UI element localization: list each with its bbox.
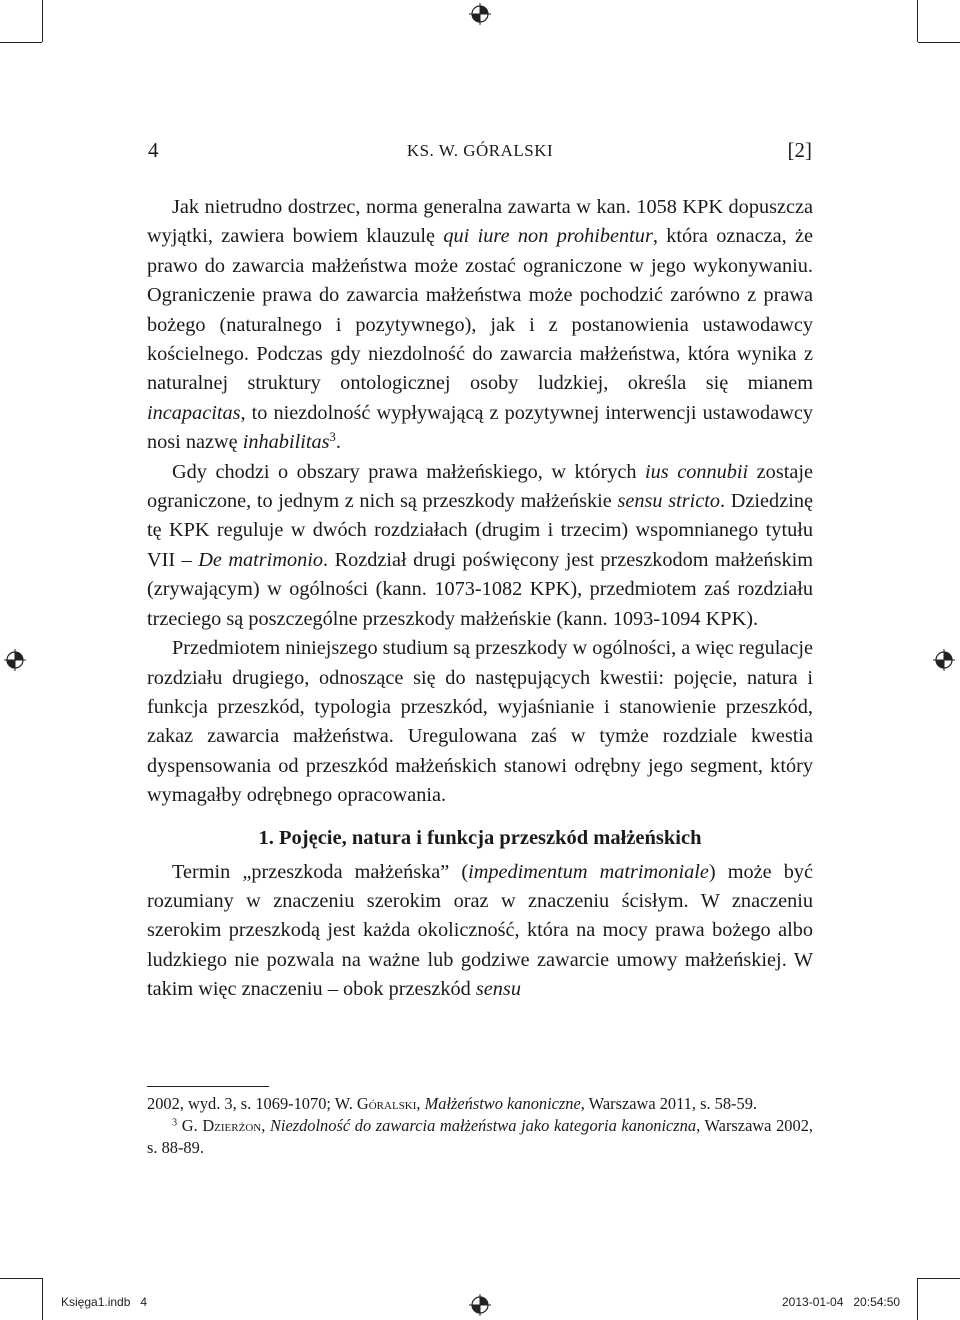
paragraph: Gdy chodzi o obszary prawa małżeńskiego, w których ius connubii zostaje ograniczone, to jednym z nich są przeszkody małżeńskie sensu stricto. Dziedzinę tę KPK reguluje w dwóch rozdziałach (drugim i trzecim) wspomnianego tytułu VII – De matrimonio. Rozdział drugi poświęcony jest przeszkodom małżeńskim (zrywającym) w ogólności (kann. 1073-1082 KPK), przedmiotem zaś rozdziału trzeciego są poszczególne przeszkody małżeńskie (kann. 1093-1094 KPK). <box>147 460 814 630</box>
running-head-author: KS. W. GÓRALSKI <box>406 141 554 160</box>
crop-mark <box>918 42 960 43</box>
registration-mark-icon <box>4 649 26 671</box>
registration-mark-icon <box>469 3 491 25</box>
latin-term: impedimentum matrimoniale <box>468 860 709 883</box>
latin-term: sensu stricto <box>617 490 721 513</box>
slug-timestamp: 2013-01-04 20:54:50 <box>782 1295 901 1309</box>
section-heading: 1. Pojęcie, natura i funkcja przeszkód małżeńskich <box>258 826 702 849</box>
latin-term: qui iure non prohibentur <box>443 225 653 248</box>
crop-mark <box>42 0 43 42</box>
main-text <box>147 193 813 1005</box>
paragraph: Jak nietrudno dostrzec, norma generalna zawarta w kan. 1058 KPK dopuszcza wyjątki, zawiera bowiem klauzulę qui iure non prohibentur, która oznacza, że prawo do zawarcia małżeństwa może zostać ograniczone w jego wykonywaniu. Ograniczenie prawa do zawarcia małżeństwa może pochodzić zarówno z prawa bożego (naturalnego i pozytywnego), jak i z postanowienia ustawodawcy kościelnego. Podczas gdy niezdolność do zawarcia małżeństwa, która wynika z naturalnej struktury ontologicznej osoby ludzkiej, określa się mianem incapacitas, to niezdolność wypływającą z pozytywnej interwencji ustawodawcy nosi nazwę inhabilitas$^3$. <box>147 196 813 454</box>
registration-mark-icon <box>933 649 955 671</box>
running-header <box>148 138 812 164</box>
author-name: Dzierżon <box>202 1116 262 1135</box>
crop-mark <box>42 1278 43 1320</box>
crop-mark <box>917 1278 918 1320</box>
crop-mark <box>917 0 918 42</box>
paragraph: Przedmiotem niniejszego studium są przeszkody w ogólności, a więc regulacje rozdziału drugiego, odnoszące się do następujących kwestii: pojęcie, natura i funkcja przeszkód, typologia przeszkód, wyjaśnianie i stanowienie przeszkód, zakaz zawarcia małżeństwa. Uregulowana zaś w tymże rozdziale kwestia dyspensowania od przeszkód małżeńskich stanowi odrębny jego segment, który wymagałby odrębnego opracowania. <box>147 637 813 807</box>
book-title: Małżeństwo kanoniczne <box>424 1094 581 1113</box>
book-title: Niezdolność do zawarcia małżeństwa jako kategoria kanoniczna <box>269 1116 697 1135</box>
latin-term: De matrimonio <box>198 548 324 571</box>
footnote-separator <box>147 1086 269 1087</box>
slug-filename: Księga1.indb 4 <box>61 1295 148 1309</box>
section-number: [2] <box>787 138 812 162</box>
latin-term: ius connubii <box>645 460 749 483</box>
latin-term: sensu <box>475 978 521 1001</box>
paragraph: Termin „przeszkoda małżeńska” (impedimentum matrimoniale) może być rozumiany w znaczeniu szerokim oraz w znaczeniu ścisłym. W znaczeniu szerokim przeszkodą jest każda okoliczność, która na mocy prawa bożego albo ludzkiego nie pozwala na ważne lub godziwe zawarcie umowy małżeńskiej. W takim więc znaczeniu – obok przeszkód sensu <box>147 860 813 1001</box>
latin-term: inhabilitas <box>242 431 330 454</box>
registration-mark-icon <box>469 1294 491 1316</box>
footnote-3: $^3$ G. Dzierżon, Niezdolność do zawarcia małżeństwa jako kategoria kanoniczna, Warszawa 2002, s. 88-89. <box>147 1116 813 1157</box>
crop-mark <box>918 1278 960 1279</box>
footnote-ref: 3 <box>329 430 336 445</box>
author-name: Góralski <box>356 1094 417 1113</box>
crop-mark <box>0 1278 42 1279</box>
latin-term: incapacitas <box>147 401 241 424</box>
footnotes <box>147 1093 813 1159</box>
footnote-continuation: 2002, wyd. 3, s. 1069-1070; W. Góralski, Małżeństwo kanoniczne, Warszawa 2011, s. 58-59. <box>147 1094 757 1113</box>
footnote-number: 3 <box>172 1117 178 1129</box>
page-number: 4 <box>148 138 159 162</box>
crop-mark <box>0 42 42 43</box>
